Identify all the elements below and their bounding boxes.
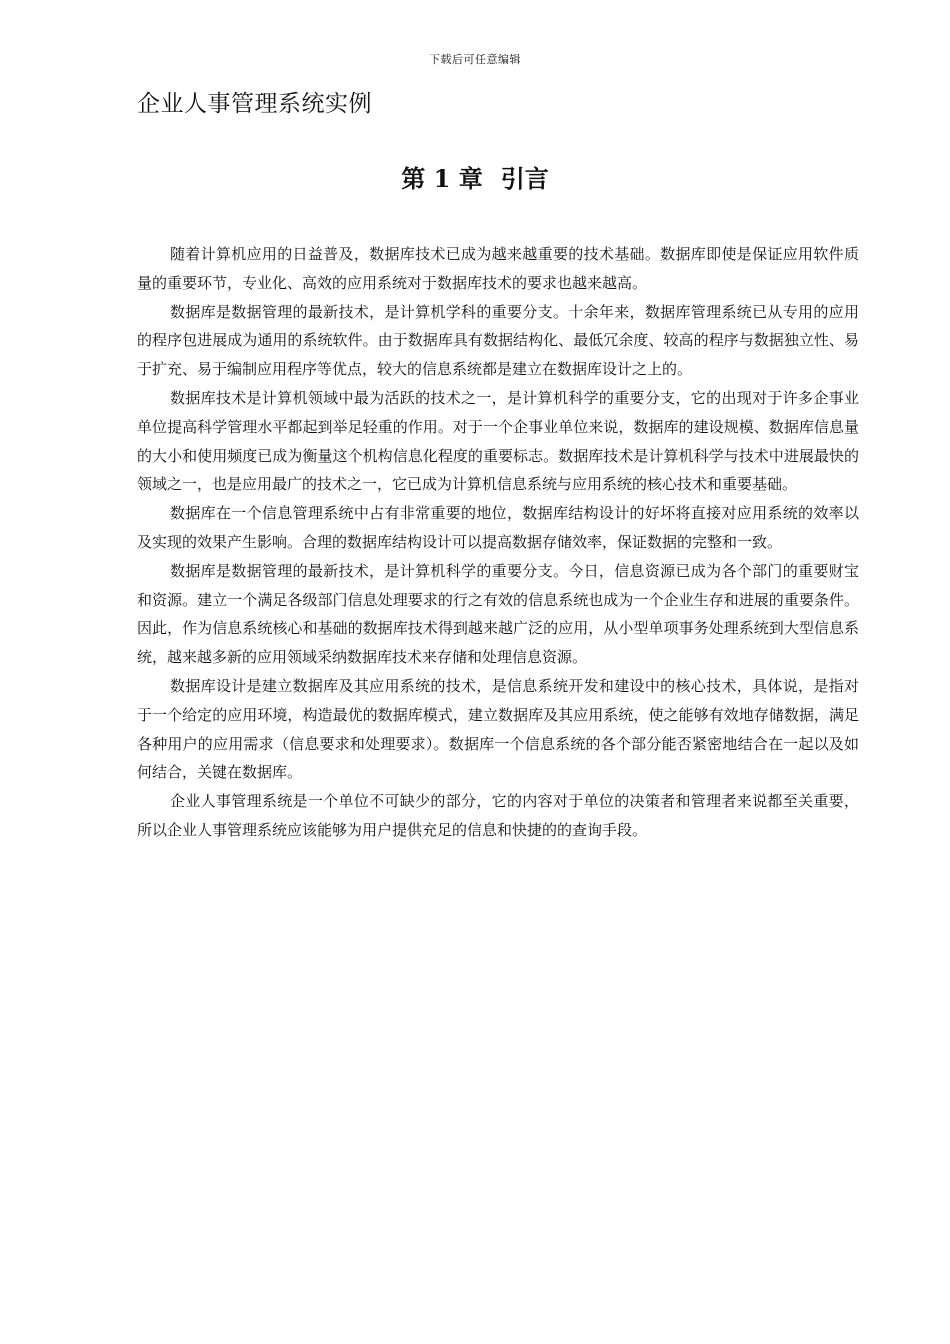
chapter-heading [0,162,950,196]
header-note: 下载后可任意编辑 [429,53,521,66]
paragraph: 数据库是数据管理的最新技术，是计算机学科的重要分支。十余年来，数据库管理系统已从专用的应用的程序包进展成为通用的系统软件。由于数据库具有数据结构化、最低冗余度、较高的程序与数据独立性、易于扩充、易于编制应用程序等优点，较大的信息系统都是建立在数据库设计之上的。 [137,302,859,379]
paragraph: 随着计算机应用的日益普及，数据库技术已成为越来越重要的技术基础。数据库即使是保证应用软件质量的重要环节，专业化、高效的应用系统对于数据库技术的要求也越来越高。 [137,245,859,292]
paragraph: 数据库技术是计算机领域中最为活跃的技术之一，是计算机科学的重要分支，它的出现对于许多企事业单位提高科学管理水平都起到举足轻重的作用。对于一个企事业单位来说，数据库的建设规模、数据库信息量的大小和使用频度已成为衡量这个机构信息化程度的重要标志。数据库技术是计算机科学与技术中进展最快的领域之一，也是应用最广的技术之一，它已成为计算机信息系统与应用系统的核心技术和重要基础。 [137,388,859,494]
chapter-title: 引言 [500,164,549,193]
paragraph: 数据库在一个信息管理系统中占有非常重要的地位，数据库结构设计的好坏将直接对应用系统的效率以及实现的效果产生影响。合理的数据库结构设计可以提高数据存储效率，保证数据的完整和一致。 [137,504,859,551]
chapter-number: 第 1 章 [401,164,483,193]
body-text [137,240,859,845]
paragraph: 企业人事管理系统是一个单位不可缺少的部分，它的内容对于单位的决策者和管理者来说都至关重要，所以企业人事管理系统应该能够为用户提供充足的信息和快捷的的查询手段。 [137,792,859,839]
paragraph: 数据库设计是建立数据库及其应用系统的技术，是信息系统开发和建设中的核心技术，具体说，是指对于一个给定的应用环境，构造最优的数据库模式，建立数据库及其应用系统，使之能够有效地存储数据，满足各种用户的应用需求（信息要求和处理要求）。数据库一个信息系统的各个部分能否紧密地结合在一起以及如何结合，关键在数据库。 [137,676,859,782]
paragraph: 数据库是数据管理的最新技术，是计算机科学的重要分支。今日，信息资源已成为各个部门的重要财宝和资源。建立一个满足各级部门信息处理要求的行之有效的信息系统也成为一个企业生存和进展的重要条件。因此，作为信息系统核心和基础的数据库技术得到越来越广泛的应用，从小型单项事务处理系统到大型信息系统，越来越多新的应用领域采纳数据库技术来存储和处理信息资源。 [137,561,859,667]
document-title: 企业人事管理系统实例 [137,91,372,117]
